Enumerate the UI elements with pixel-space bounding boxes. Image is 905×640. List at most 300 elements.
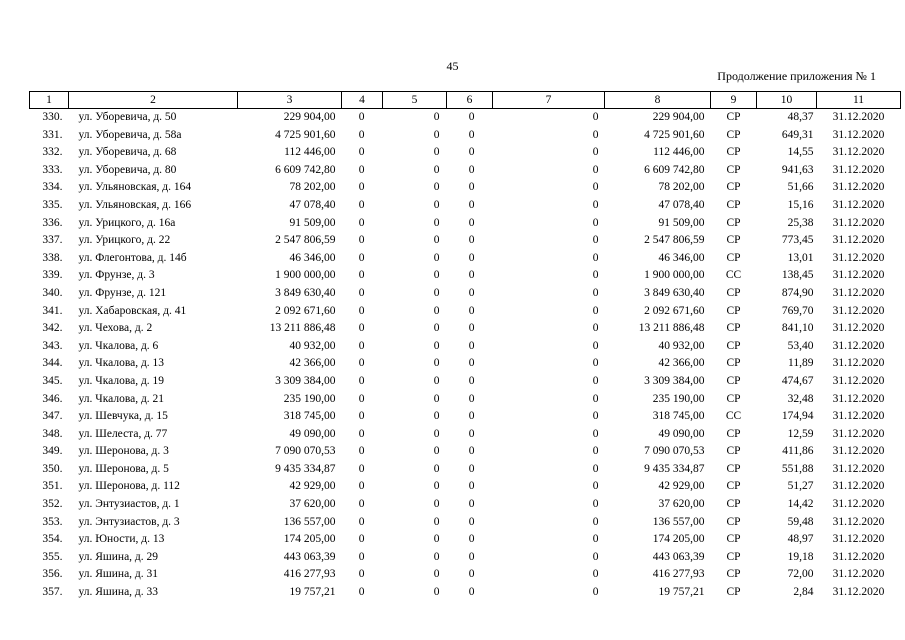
- date: 31.12.2020: [832, 427, 885, 440]
- code: СР: [726, 339, 741, 352]
- value-col7: 0: [592, 286, 599, 299]
- address: ул. Ульяновская, д. 166: [78, 198, 192, 211]
- value-col5: 0: [433, 480, 440, 493]
- value-col4: 0: [358, 568, 365, 581]
- table-row: [30, 496, 901, 514]
- date: 31.12.2020: [832, 146, 885, 159]
- date: 31.12.2020: [832, 515, 885, 528]
- date: 31.12.2020: [832, 533, 885, 546]
- address: ул. Ульяновская, д. 164: [78, 181, 192, 194]
- row-number: 346.: [42, 392, 63, 405]
- column-header: 10: [757, 92, 817, 109]
- total-amount: 42 366,00: [658, 357, 705, 370]
- area: 551,88: [781, 462, 814, 475]
- code: СР: [726, 216, 741, 229]
- total-amount: 112 446,00: [653, 146, 705, 159]
- area: 11,89: [788, 357, 814, 370]
- total-amount: 2 092 671,60: [644, 304, 705, 317]
- amount: 7 090 070,53: [275, 445, 336, 458]
- column-header: 4: [342, 92, 383, 109]
- code: СР: [726, 445, 741, 458]
- value-col6: 0: [468, 586, 475, 599]
- table-row: [30, 443, 901, 461]
- table-row: [30, 162, 901, 180]
- amount: 3 849 630,40: [275, 286, 336, 299]
- value-col4: 0: [358, 392, 365, 405]
- value-col7: 0: [592, 427, 599, 440]
- code: СР: [726, 181, 741, 194]
- row-number: 332.: [42, 146, 63, 159]
- row-number: 338.: [42, 251, 63, 264]
- value-col4: 0: [358, 427, 365, 440]
- value-col4: 0: [358, 586, 365, 599]
- table-row: [30, 373, 901, 391]
- value-col5: 0: [433, 462, 440, 475]
- value-col6: 0: [468, 410, 475, 423]
- date: 31.12.2020: [832, 304, 885, 317]
- area: 874,90: [781, 286, 814, 299]
- code: СР: [726, 304, 741, 317]
- value-col4: 0: [358, 374, 365, 387]
- table-row: [30, 197, 901, 215]
- date: 31.12.2020: [832, 374, 885, 387]
- area: 13,01: [787, 251, 814, 264]
- page-number: 45: [446, 59, 459, 73]
- amount: 9 435 334,87: [275, 462, 336, 475]
- amount: 42 366,00: [289, 357, 336, 370]
- value-col7: 0: [592, 234, 599, 247]
- address: ул. Шевчука, д. 15: [78, 410, 168, 423]
- value-col7: 0: [592, 251, 599, 264]
- row-number: 333.: [42, 163, 63, 176]
- address: ул. Уборевича, д. 58а: [78, 128, 182, 141]
- value-col5: 0: [433, 515, 440, 528]
- amount: 47 078,40: [289, 198, 336, 211]
- table-row: [30, 338, 901, 356]
- value-col4: 0: [358, 339, 365, 352]
- date: 31.12.2020: [832, 568, 885, 581]
- date: 31.12.2020: [832, 181, 885, 194]
- value-col6: 0: [468, 111, 475, 123]
- address: ул. Урицкого, д. 22: [78, 234, 171, 247]
- value-col6: 0: [468, 568, 475, 581]
- address: ул. Яшина, д. 33: [78, 586, 159, 599]
- total-amount: 37 620,00: [658, 498, 705, 511]
- amount: 443 063,39: [283, 550, 336, 563]
- total-amount: 136 557,00: [652, 515, 705, 528]
- column-header: 3: [238, 92, 342, 109]
- area: 2,84: [793, 586, 814, 599]
- row-number: 350.: [42, 462, 63, 475]
- row-number: 351.: [42, 480, 63, 493]
- address: ул. Энтузиастов, д. 1: [78, 498, 180, 511]
- total-amount: 229 904,00: [652, 111, 705, 123]
- value-col7: 0: [592, 181, 599, 194]
- value-col6: 0: [468, 251, 475, 264]
- value-col7: 0: [592, 480, 599, 493]
- area: 53,40: [787, 339, 814, 352]
- value-col4: 0: [358, 128, 365, 141]
- value-col5: 0: [433, 586, 440, 599]
- value-col7: 0: [592, 374, 599, 387]
- value-col5: 0: [433, 445, 440, 458]
- row-number: 349.: [42, 445, 63, 458]
- row-number: 355.: [42, 550, 63, 563]
- row-number: 354.: [42, 533, 63, 546]
- row-number: 348.: [42, 427, 63, 440]
- value-col5: 0: [433, 498, 440, 511]
- value-col4: 0: [358, 357, 365, 370]
- amount: 19 757,21: [289, 586, 336, 599]
- value-col5: 0: [433, 181, 440, 194]
- value-col4: 0: [358, 304, 365, 317]
- address: ул. Уборевича, д. 80: [78, 163, 177, 176]
- row-number: 337.: [42, 234, 63, 247]
- date: 31.12.2020: [832, 216, 885, 229]
- value-col7: 0: [592, 445, 599, 458]
- area: 48,97: [787, 533, 814, 546]
- table-row: [30, 144, 901, 162]
- date: 31.12.2020: [832, 251, 885, 264]
- amount: 229 904,00: [283, 111, 336, 123]
- table-row: [30, 531, 901, 549]
- value-col7: 0: [592, 498, 599, 511]
- value-col4: 0: [358, 198, 365, 211]
- code: СР: [726, 533, 741, 546]
- code: СС: [725, 269, 742, 282]
- value-col7: 0: [592, 128, 599, 141]
- value-col5: 0: [433, 234, 440, 247]
- date: 31.12.2020: [832, 198, 885, 211]
- date: 31.12.2020: [832, 498, 885, 511]
- total-amount: 49 090,00: [658, 427, 705, 440]
- column-header: 11: [817, 92, 901, 109]
- date: 31.12.2020: [832, 322, 885, 335]
- value-col6: 0: [468, 480, 475, 493]
- total-amount: 416 277,93: [652, 568, 705, 581]
- row-number: 339.: [42, 269, 63, 282]
- value-col4: 0: [358, 445, 365, 458]
- row-number: 341.: [42, 304, 63, 317]
- amount: 136 557,00: [283, 515, 336, 528]
- amount: 46 346,00: [289, 251, 336, 264]
- value-col4: 0: [358, 410, 365, 423]
- value-col4: 0: [358, 515, 365, 528]
- amount: 6 609 742,80: [275, 163, 336, 176]
- column-header: 9: [711, 92, 757, 109]
- value-col6: 0: [468, 304, 475, 317]
- address: ул. Чкалова, д. 6: [78, 339, 159, 352]
- amount: 174 205,00: [283, 533, 336, 546]
- amount: 3 309 384,00: [275, 374, 336, 387]
- value-col7: 0: [592, 339, 599, 352]
- area: 769,70: [781, 304, 814, 317]
- code: СР: [726, 198, 741, 211]
- value-col7: 0: [592, 304, 599, 317]
- date: 31.12.2020: [832, 410, 885, 423]
- value-col7: 0: [592, 198, 599, 211]
- area: 32,48: [787, 392, 814, 405]
- total-amount: 47 078,40: [658, 198, 705, 211]
- value-col6: 0: [468, 216, 475, 229]
- area: 174,94: [781, 410, 814, 423]
- code: СР: [726, 427, 741, 440]
- value-col6: 0: [468, 163, 475, 176]
- value-col7: 0: [592, 550, 599, 563]
- value-col6: 0: [468, 339, 475, 352]
- table-row: [30, 215, 901, 233]
- total-amount: 1 900 000,00: [644, 269, 705, 282]
- value-col5: 0: [433, 374, 440, 387]
- amount: 1 900 000,00: [275, 269, 336, 282]
- value-col7: 0: [592, 163, 599, 176]
- code: СР: [726, 392, 741, 405]
- area: 51,27: [787, 480, 814, 493]
- address: ул. Энтузиастов, д. 3: [78, 515, 180, 528]
- date: 31.12.2020: [832, 234, 885, 247]
- total-amount: 7 090 070,53: [644, 445, 705, 458]
- date: 31.12.2020: [832, 586, 885, 599]
- area: 15,16: [787, 198, 814, 211]
- amount: 42 929,00: [289, 480, 336, 493]
- table-row: [30, 267, 901, 285]
- value-col6: 0: [468, 322, 475, 335]
- value-col6: 0: [468, 198, 475, 211]
- value-col4: 0: [358, 269, 365, 282]
- code: СР: [726, 498, 741, 511]
- value-col5: 0: [433, 392, 440, 405]
- address: ул. Чкалова, д. 19: [78, 374, 165, 387]
- area: 25,38: [787, 216, 814, 229]
- amount: 4 725 901,60: [275, 128, 336, 141]
- code: СР: [726, 111, 741, 123]
- value-col6: 0: [468, 269, 475, 282]
- address: ул. Уборевича, д. 68: [78, 146, 177, 159]
- value-col5: 0: [433, 410, 440, 423]
- value-col5: 0: [433, 357, 440, 370]
- value-col6: 0: [468, 392, 475, 405]
- row-number: 343.: [42, 339, 63, 352]
- value-col4: 0: [358, 480, 365, 493]
- value-col6: 0: [468, 286, 475, 299]
- address: ул. Яшина, д. 29: [78, 550, 159, 563]
- amount: 78 202,00: [289, 181, 336, 194]
- total-amount: 4 725 901,60: [644, 128, 705, 141]
- value-col6: 0: [468, 181, 475, 194]
- total-amount: 46 346,00: [658, 251, 705, 264]
- area: 649,31: [781, 128, 814, 141]
- table-row: [30, 478, 901, 496]
- date: 31.12.2020: [832, 480, 885, 493]
- table-row: [30, 179, 901, 197]
- value-col6: 0: [468, 533, 475, 546]
- value-col4: 0: [358, 498, 365, 511]
- table-row: [30, 127, 901, 145]
- value-col7: 0: [592, 515, 599, 528]
- total-amount: 13 211 886,48: [638, 322, 705, 335]
- table-row: [30, 285, 901, 303]
- code: СР: [726, 251, 741, 264]
- date: 31.12.2020: [832, 163, 885, 176]
- value-col6: 0: [468, 427, 475, 440]
- table-row: [30, 355, 901, 373]
- address: ул. Фрунзе, д. 3: [78, 269, 155, 282]
- table-row: [30, 320, 901, 338]
- amount: 37 620,00: [289, 498, 336, 511]
- area: 12,59: [787, 427, 814, 440]
- table-row: [30, 391, 901, 409]
- value-col5: 0: [433, 128, 440, 141]
- value-col4: 0: [358, 146, 365, 159]
- value-col7: 0: [592, 111, 599, 123]
- value-col4: 0: [358, 111, 365, 123]
- total-amount: 40 932,00: [658, 339, 705, 352]
- date: 31.12.2020: [832, 392, 885, 405]
- value-col4: 0: [358, 286, 365, 299]
- column-header: 7: [493, 92, 605, 109]
- value-col7: 0: [592, 586, 599, 599]
- data-table: [29, 91, 901, 602]
- area: 51,66: [787, 181, 814, 194]
- code: СР: [726, 550, 741, 563]
- area: 773,45: [781, 234, 814, 247]
- date: 31.12.2020: [832, 445, 885, 458]
- code: СР: [726, 286, 741, 299]
- address: ул. Фрунзе, д. 121: [78, 286, 167, 299]
- table-row: [30, 426, 901, 444]
- value-col6: 0: [468, 357, 475, 370]
- row-number: 345.: [42, 374, 63, 387]
- date: 31.12.2020: [832, 269, 885, 282]
- continuation-label: Продолжение приложения № 1: [717, 69, 876, 83]
- total-amount: 174 205,00: [652, 533, 705, 546]
- amount: 13 211 886,48: [269, 322, 336, 335]
- table-row: [30, 109, 901, 127]
- code: СР: [726, 357, 741, 370]
- area: 941,63: [781, 163, 814, 176]
- value-col6: 0: [468, 498, 475, 511]
- value-col7: 0: [592, 146, 599, 159]
- value-col7: 0: [592, 357, 599, 370]
- table-row: [30, 250, 901, 268]
- value-col6: 0: [468, 128, 475, 141]
- code: СР: [726, 568, 741, 581]
- area: 72,00: [787, 568, 814, 581]
- total-amount: 19 757,21: [658, 586, 705, 599]
- value-col7: 0: [592, 410, 599, 423]
- row-number: 336.: [42, 216, 63, 229]
- total-amount: 443 063,39: [652, 550, 705, 563]
- row-number: 334.: [42, 181, 63, 194]
- value-col6: 0: [468, 374, 475, 387]
- value-col7: 0: [592, 462, 599, 475]
- address: ул. Яшина, д. 31: [78, 568, 159, 581]
- area: 411,86: [782, 445, 814, 458]
- value-col7: 0: [592, 392, 599, 405]
- total-amount: 6 609 742,80: [644, 163, 705, 176]
- column-number-row: [30, 92, 901, 109]
- area: 48,37: [787, 111, 814, 123]
- address: ул. Уборевича, д. 50: [78, 111, 177, 123]
- code: СР: [726, 163, 741, 176]
- code: СР: [726, 462, 741, 475]
- value-col7: 0: [592, 322, 599, 335]
- code: СР: [726, 480, 741, 493]
- total-amount: 235 190,00: [652, 392, 705, 405]
- total-amount: 9 435 334,87: [644, 462, 705, 475]
- total-amount: 78 202,00: [658, 181, 705, 194]
- table-row: [30, 549, 901, 567]
- area: 59,48: [787, 515, 814, 528]
- value-col4: 0: [358, 163, 365, 176]
- value-col4: 0: [358, 251, 365, 264]
- value-col5: 0: [433, 216, 440, 229]
- code: СР: [726, 322, 741, 335]
- value-col6: 0: [468, 445, 475, 458]
- amount: 2 547 806,59: [275, 234, 336, 247]
- date: 31.12.2020: [832, 111, 885, 123]
- area: 14,55: [787, 146, 814, 159]
- column-header: 8: [605, 92, 711, 109]
- date: 31.12.2020: [832, 286, 885, 299]
- row-number: 344.: [42, 357, 63, 370]
- row-number: 353.: [42, 515, 63, 528]
- value-col5: 0: [433, 533, 440, 546]
- amount: 416 277,93: [283, 568, 336, 581]
- value-col6: 0: [468, 515, 475, 528]
- value-col4: 0: [358, 322, 365, 335]
- row-number: 330.: [42, 111, 63, 123]
- code: СР: [726, 234, 741, 247]
- row-number: 342.: [42, 322, 63, 335]
- address: ул. Шеронова, д. 3: [78, 445, 169, 458]
- row-number: 357.: [42, 586, 63, 599]
- total-amount: 42 929,00: [658, 480, 705, 493]
- amount: 235 190,00: [283, 392, 336, 405]
- amount: 112 446,00: [284, 146, 336, 159]
- area: 841,10: [781, 322, 814, 335]
- area: 14,42: [787, 498, 814, 511]
- column-header: 6: [447, 92, 493, 109]
- value-col6: 0: [468, 550, 475, 563]
- row-number: 347.: [42, 410, 63, 423]
- address: ул. Чкалова, д. 13: [78, 357, 165, 370]
- address: ул. Чехова, д. 2: [78, 322, 153, 335]
- date: 31.12.2020: [832, 339, 885, 352]
- table-row: [30, 514, 901, 532]
- address: ул. Шеронова, д. 112: [78, 480, 180, 493]
- address: ул. Шеронова, д. 5: [78, 462, 169, 475]
- value-col5: 0: [433, 163, 440, 176]
- date: 31.12.2020: [832, 550, 885, 563]
- value-col7: 0: [592, 568, 599, 581]
- address: ул. Хабаровская, д. 41: [78, 304, 187, 317]
- value-col6: 0: [468, 234, 475, 247]
- address: ул. Шелеста, д. 77: [78, 427, 168, 440]
- value-col5: 0: [433, 251, 440, 264]
- area: 474,67: [781, 374, 814, 387]
- date: 31.12.2020: [832, 128, 885, 141]
- value-col4: 0: [358, 550, 365, 563]
- area: 138,45: [781, 269, 814, 282]
- table-row: [30, 566, 901, 584]
- table-row: [30, 584, 901, 602]
- code: СС: [725, 410, 742, 423]
- row-number: 335.: [42, 198, 63, 211]
- amount: 2 092 671,60: [275, 304, 336, 317]
- code: СР: [726, 374, 741, 387]
- amount: 318 745,00: [283, 410, 336, 423]
